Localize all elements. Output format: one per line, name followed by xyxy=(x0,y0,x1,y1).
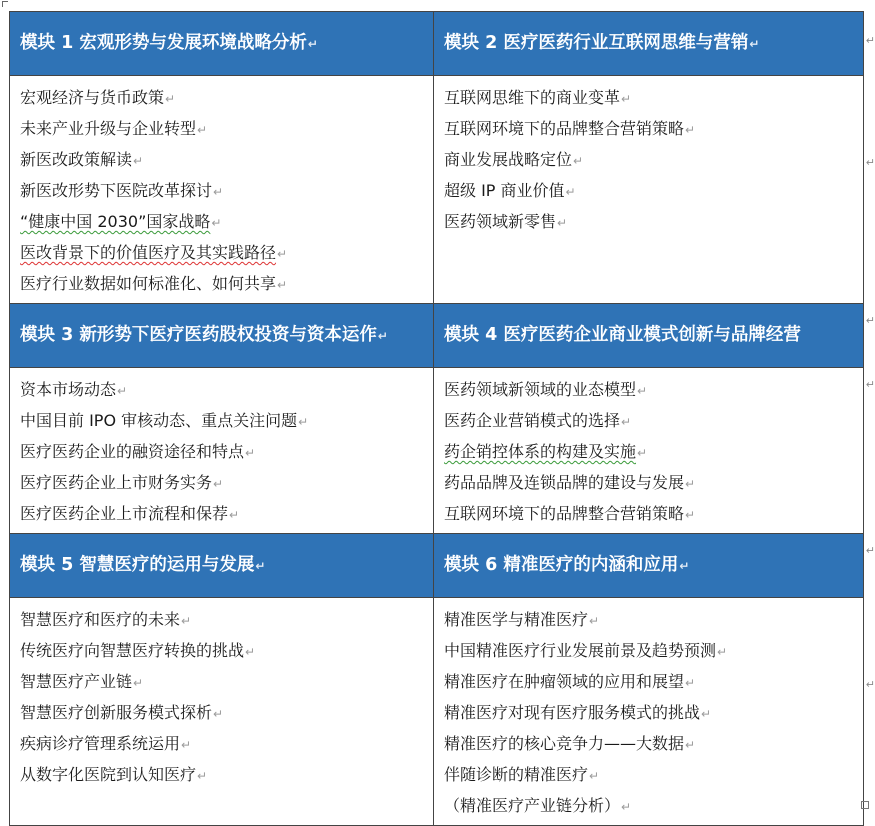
module-6-header-cell[interactable] xyxy=(434,534,875,598)
list-item: 超级 IP 商业价值↵ xyxy=(444,181,576,200)
module-5-title: 模块 5 智慧医疗的运用与发展 xyxy=(20,555,255,575)
list-item: 伴随诊断的精准医疗↵ xyxy=(444,765,600,784)
list-item: 从数字化医院到认知医疗↵ xyxy=(20,765,208,784)
module-4-item-list xyxy=(434,368,863,533)
paragraph-mark: ↵ xyxy=(307,37,318,51)
module-body-row-3 xyxy=(10,598,864,826)
paragraph-mark: ↵ xyxy=(377,329,388,343)
module-5-body-cell[interactable] xyxy=(10,598,434,826)
module-4-header-cell[interactable] xyxy=(434,304,875,368)
list-item: “健康中国 2030”国家战略↵ xyxy=(20,212,222,231)
paragraph-mark: ↵ xyxy=(255,559,266,573)
list-item: 新医改政策解读↵ xyxy=(20,150,144,169)
module-6-title: 模块 6 精准医疗的内涵和应用 xyxy=(444,555,679,575)
list-item: 中国目前 IPO 审核动态、重点关注问题↵ xyxy=(20,411,309,430)
list-item: 医改背景下的价值医疗及其实践路径↵ xyxy=(20,243,288,262)
document-end-mark xyxy=(861,801,869,809)
module-4-title: 模块 4 医疗医药企业商业模式创新与品牌经营 xyxy=(444,325,801,345)
module-5-item-list xyxy=(10,598,433,794)
list-item: 医药企业营销模式的选择↵ xyxy=(444,411,632,430)
list-item: 医疗医药企业上市流程和保荐↵ xyxy=(20,504,240,523)
module-body-row-1 xyxy=(10,76,864,304)
list-item: 宏观经济与货币政策↵ xyxy=(20,88,176,107)
list-item: 精准医疗在肿瘤领域的应用和展望↵ xyxy=(444,672,696,691)
module-1-title: 模块 1 宏观形势与发展环境战略分析 xyxy=(20,33,307,53)
row-end-mark: ↵ xyxy=(865,34,875,47)
module-1-header-cell[interactable] xyxy=(10,12,434,76)
list-item: 精准医疗对现有医疗服务模式的挑战↵ xyxy=(444,703,712,722)
list-item: 医疗医药企业上市财务实务↵ xyxy=(20,473,224,492)
module-header-row-2 xyxy=(10,304,864,368)
list-item: 新医改形势下医院改革探讨↵ xyxy=(20,181,224,200)
module-6-body-cell[interactable] xyxy=(434,598,875,826)
module-4-body-cell[interactable] xyxy=(434,368,875,534)
list-item: 资本市场动态↵ xyxy=(20,380,128,399)
list-item: 互联网环境下的品牌整合营销策略↵ xyxy=(444,119,696,138)
list-item: 精准医学与精准医疗↵ xyxy=(444,610,600,629)
paragraph-mark: ↵ xyxy=(749,37,760,51)
module-3-body-cell[interactable] xyxy=(10,368,434,534)
list-item: 医药领域新零售↵ xyxy=(444,212,568,231)
module-2-body-cell[interactable] xyxy=(434,76,875,304)
module-5-header-cell[interactable] xyxy=(10,534,434,598)
module-2-item-list xyxy=(434,76,863,241)
row-end-mark: ↵ xyxy=(865,156,875,169)
row-end-mark: ↵ xyxy=(865,314,875,327)
list-item: 医药领域新领域的业态模型↵ xyxy=(444,380,648,399)
module-2-header-cell[interactable] xyxy=(434,12,875,76)
module-1-body-cell[interactable] xyxy=(10,76,434,304)
list-item: 互联网思维下的商业变革↵ xyxy=(444,88,632,107)
list-item: 智慧医疗产业链↵ xyxy=(20,672,144,691)
module-3-title: 模块 3 新形势下医疗医药股权投资与资本运作 xyxy=(20,325,377,345)
list-item: 疾病诊疗管理系统运用↵ xyxy=(20,734,192,753)
module-3-item-list xyxy=(10,368,433,533)
list-item: 中国精准医疗行业发展前景及趋势预测↵ xyxy=(444,641,728,660)
list-item: 互联网环境下的品牌整合营销策略↵ xyxy=(444,504,696,523)
row-end-mark: ↵ xyxy=(865,678,875,691)
module-6-item-list xyxy=(434,598,863,825)
list-item: 商业发展战略定位↵ xyxy=(444,150,584,169)
module-header-row-3 xyxy=(10,534,864,598)
list-item: 未来产业升级与企业转型↵ xyxy=(20,119,208,138)
curriculum-table xyxy=(9,11,875,826)
list-item: 药企销控体系的构建及实施↵ xyxy=(444,442,648,461)
list-item: 智慧医疗创新服务模式探析↵ xyxy=(20,703,224,722)
list-item: 传统医疗向智慧医疗转换的挑战↵ xyxy=(20,641,256,660)
paragraph-mark: ↵ xyxy=(679,559,690,573)
list-item: （精准医疗产业链分析）↵ xyxy=(444,796,632,815)
module-1-item-list xyxy=(10,76,433,303)
module-header-row-1 xyxy=(10,12,864,76)
module-2-title: 模块 2 医疗医药行业互联网思维与营销 xyxy=(444,33,749,53)
list-item: 智慧医疗和医疗的未来↵ xyxy=(20,610,192,629)
row-end-mark: ↵ xyxy=(865,544,875,557)
list-item: 医疗行业数据如何标准化、如何共享↵ xyxy=(20,274,288,293)
module-3-header-cell[interactable] xyxy=(10,304,434,368)
module-body-row-2 xyxy=(10,368,864,534)
document-corner-mark xyxy=(2,1,8,7)
list-item: 医疗医药企业的融资途径和特点↵ xyxy=(20,442,256,461)
list-item: 药品品牌及连锁品牌的建设与发展↵ xyxy=(444,473,696,492)
list-item: 精准医疗的核心竞争力——大数据↵ xyxy=(444,734,696,753)
row-end-mark: ↵ xyxy=(865,378,875,391)
